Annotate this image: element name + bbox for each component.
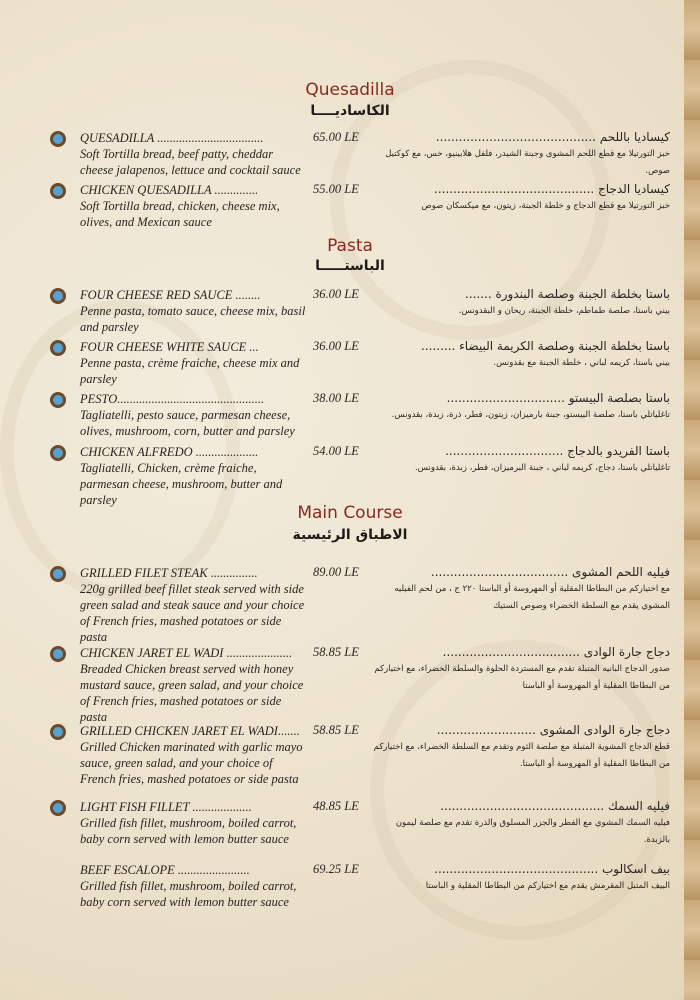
item-description-arabic: تاغلياتلي باستا، صلصة البيستو، جبنة بارميزان، زيتون، فطر، ذرة، زبدة، بقدونس. <box>391 410 670 420</box>
item-name: FOUR CHEESE RED SAUCE ........ <box>80 288 261 302</box>
item-name-arabic: فيليه السمك ........................................... <box>440 799 670 813</box>
bullet-icon <box>50 183 66 199</box>
item-arabic <box>370 339 670 372</box>
item-arabic <box>370 862 670 895</box>
item-price: 48.85 LE <box>313 799 359 813</box>
item-english <box>80 565 308 645</box>
item-name-arabic: فيليه اللحم المشوى .................................... <box>430 565 670 579</box>
bullet-icon <box>50 724 66 740</box>
item-price: 36.00 LE <box>313 287 359 301</box>
item-name: CHICKEN JARET EL WADI ..................... <box>80 646 293 660</box>
item-description: Tagliatelli, pesto sauce, parmesan cheese, olives, mushroom, corn, butter and parsley <box>80 408 295 438</box>
item-description-arabic: البيف المتبل المقرمش يقدم مع اختياركم من البطاطا المقلية و الباستا <box>425 881 670 891</box>
item-english <box>80 287 308 335</box>
item-arabic <box>370 723 670 773</box>
item-english <box>80 130 308 178</box>
item-arabic <box>370 130 670 180</box>
section-title-arabic: الباستـــــا <box>315 258 385 274</box>
item-description: Soft Tortilla bread, beef patty, cheddar cheese jalapenos, lettuce and cocktail sauce <box>80 147 301 177</box>
bullet-icon <box>50 340 66 356</box>
section-title-arabic: الكاساديــــا <box>310 103 390 119</box>
item-description: Penne pasta, tomato sauce, cheese mix, basil and parsley <box>80 304 306 334</box>
item-description: Grilled fish fillet, mushroom, boiled carrot, baby corn served with lemon butter sauce <box>80 816 297 846</box>
bullet-icon <box>50 392 66 408</box>
section-title-arabic: الاطباق الرئيسية <box>292 527 408 543</box>
item-price: 36.00 LE <box>313 339 359 353</box>
item-name-arabic: دجاج جارة الوادى .................................... <box>442 645 670 659</box>
item-english <box>80 723 308 787</box>
item-name: GRILLED FILET STEAK ............... <box>80 566 258 580</box>
item-price: 38.00 LE <box>313 391 359 405</box>
item-arabic <box>370 444 670 477</box>
item-name: BEEF ESCALOPE ....................... <box>80 863 250 877</box>
item-description: 220g grilled beef fillet steak served with side green salad and steak sauce and your choice of French fries, mashed potatoes or side pasta <box>80 582 305 644</box>
item-description-arabic: صدور الدجاج البانيه المتبلة تقدم مع المستردة الحلوة والسلطة الخضراء، مع اختياركم من البطاطا المقلية أو المهروسة أو الباستا <box>374 664 670 691</box>
item-description-arabic: فيليه السمك المشوي مع الفطر والجزر المسلوق والذرة تقدم مع صلصة ليمون بالزبدة. <box>395 818 670 845</box>
decorative-border <box>684 0 700 1000</box>
item-english <box>80 799 308 847</box>
item-english <box>80 391 308 439</box>
item-english <box>80 444 308 508</box>
item-english <box>80 182 308 230</box>
item-arabic <box>370 645 670 695</box>
item-name: LIGHT FISH FILLET ................... <box>80 800 252 814</box>
item-name-arabic: كيساديا باللحم .......................................... <box>435 130 670 144</box>
section-title: Main Course <box>297 503 403 523</box>
item-name: QUESADILLA .................................. <box>80 131 264 145</box>
item-name-arabic: دجاج جارة الوادى المشوى .......................... <box>436 723 670 737</box>
bullet-icon <box>50 646 66 662</box>
bullet-icon <box>50 566 66 582</box>
section-title: Quesadilla <box>305 80 395 100</box>
item-price: 89.00 LE <box>313 565 359 579</box>
item-price: 54.00 LE <box>313 444 359 458</box>
item-price: 58.85 LE <box>313 645 359 659</box>
item-description-arabic: خبز التورتيلا مع قطع اللحم المشوى وجبنة الشيدر، فلفل هلابينيو، خس، مع كوكتيل صوص. <box>385 149 670 176</box>
item-description-arabic: قطع الدجاج المشوية المتبلة مع صلصة الثوم وتقدم مع السلطة الخضراء، مع اختياركم من البطاطا المقلية أو المهروسة أو الباستا. <box>373 742 670 769</box>
item-english <box>80 862 308 910</box>
item-name-arabic: باستا الفريدو بالدجاج ............................... <box>445 444 670 458</box>
item-arabic <box>370 182 670 215</box>
item-description-arabic: مع اختياركم من البطاطا المقلية أو المهروسة أو الباستا ٢٢٠ ج ، من لحم الفيليه المشوي يقدم مع السلطة الخضراء وصوص الستيك <box>394 584 670 611</box>
item-arabic <box>370 799 670 849</box>
item-description: Breaded Chicken breast served with honey mustard sauce, green salad, and your choice of French fries, mashed potatoes or side pasta <box>80 662 304 724</box>
item-arabic <box>370 287 670 320</box>
item-description: Grilled fish fillet, mushroom, boiled carrot, baby corn served with lemon butter sauce <box>80 879 297 909</box>
item-english <box>80 339 308 387</box>
bullet-icon <box>50 800 66 816</box>
item-description-arabic: بيني باستا، صلصة طماطم، خلطة الجبنة، ريحان و البقدونس. <box>458 306 670 316</box>
bullet-icon <box>50 445 66 461</box>
item-name: CHICKEN ALFREDO .................... <box>80 445 259 459</box>
item-name: CHICKEN QUESADILLA .............. <box>80 183 259 197</box>
bullet-icon <box>50 288 66 304</box>
item-price: 55.00 LE <box>313 182 359 196</box>
item-name: PESTO............................................... <box>80 392 265 406</box>
item-name-arabic: كيساديا الدجاج .......................................... <box>434 182 670 196</box>
item-english <box>80 645 308 725</box>
item-arabic <box>370 391 670 424</box>
item-description: Tagliatelli, Chicken, crème fraiche, parmesan cheese, mushroom, butter and parsley <box>80 461 283 507</box>
item-price: 69.25 LE <box>313 862 359 876</box>
item-description: Grilled Chicken marinated with garlic mayo sauce, green salad, and your choice of French fries, mashed potatoes or side pasta <box>80 740 303 786</box>
item-name-arabic: باستا بصلصة البيستو ............................... <box>446 391 670 405</box>
item-description-arabic: تاغلياتلي باستا، دجاج، كريمه لباني ، جبنة البرميزان، فطر، زبدة، بقدونس. <box>414 463 670 473</box>
item-name-arabic: باستا بخلطة الجبنة وصلصة البندورة ....... <box>464 287 670 301</box>
item-name: GRILLED CHICKEN JARET EL WADI....... <box>80 724 300 738</box>
item-description: Penne pasta, crème fraiche, cheese mix and parsley <box>80 356 300 386</box>
item-arabic <box>370 565 670 615</box>
item-name: FOUR CHEESE WHITE SAUCE ... <box>80 340 259 354</box>
item-description: Soft Tortilla bread, chicken, cheese mix, olives, and Mexican sauce <box>80 199 280 229</box>
item-name-arabic: باستا بخلطة الجبنة وصلصة الكريمة البيضاء ......... <box>421 339 670 353</box>
bullet-icon <box>50 131 66 147</box>
item-description-arabic: بيني باستا، كريمه لباني ، خلطة الجبنة مع بقدونس. <box>493 358 670 368</box>
item-price: 58.85 LE <box>313 723 359 737</box>
item-name-arabic: بيف اسكالوب ........................................... <box>434 862 670 876</box>
section-title: Pasta <box>327 236 373 256</box>
item-price: 65.00 LE <box>313 130 359 144</box>
item-description-arabic: خبز التورتيلا مع قطع الدجاج و خلطة الجبنة، زيتون، مع ميكسكان صوص <box>421 201 670 211</box>
